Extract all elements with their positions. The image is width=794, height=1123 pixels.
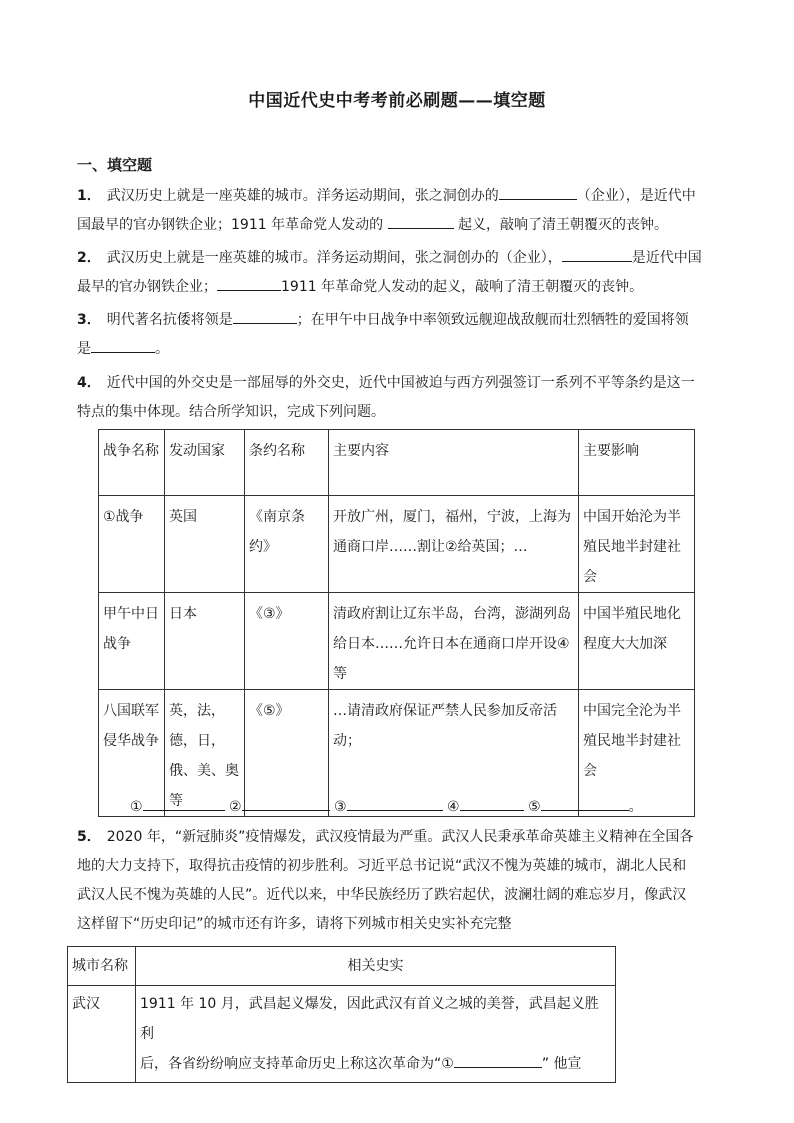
table-row	[99, 496, 695, 593]
table-cell: 日本	[165, 593, 245, 690]
question-3	[77, 306, 722, 364]
question-4	[77, 369, 722, 427]
answer-blank[interactable]	[454, 1051, 542, 1068]
table-cell: 中国半殖民地化程度大大加深	[579, 593, 695, 690]
question-number: 1．	[77, 188, 101, 204]
table-cell: …请清政府保证严禁人民参加反帝活动；	[329, 690, 579, 817]
table-header: 主要影响	[579, 430, 695, 496]
table-cell: 武汉	[68, 986, 136, 1083]
question-1	[77, 182, 722, 240]
table-cell: 英，法，德，日，俄、美、奥等	[165, 690, 245, 817]
treaty-table	[98, 429, 695, 817]
table-cell: ①战争	[99, 496, 165, 593]
question-text: 是近代中国	[631, 250, 702, 266]
table-header: 城市名称	[68, 947, 136, 986]
question-number: 5．	[77, 829, 101, 845]
question-text: 武汉历史上就是一座英雄的城市。洋务运动期间，张之洞创办的	[106, 188, 499, 204]
table-cell	[136, 986, 616, 1083]
question-5	[77, 823, 722, 939]
answer-blank[interactable]	[347, 792, 443, 811]
answer-label: ③	[334, 799, 347, 815]
table-row	[68, 986, 616, 1083]
question-text: 明代著名抗倭将领是	[106, 312, 233, 328]
table-cell: 清政府割让辽东半岛，台湾，澎湖列岛给日本……允许日本在通商口岸开设④等	[329, 593, 579, 690]
question-text: 。	[155, 341, 169, 357]
table-cell: 《南京条约》	[245, 496, 329, 593]
table-cell: 开放广州，厦门，福州，宁波，上海为通商口岸……割让②给英国；…	[329, 496, 579, 593]
answer-blank[interactable]	[541, 792, 629, 811]
question-number: 2．	[77, 250, 101, 266]
fact-text: 1911 年 10 月，武昌起义爆发，因此武汉有首义之城的美誉，武昌起义胜利	[140, 996, 599, 1042]
answer-blank[interactable]	[460, 792, 524, 811]
answer-label: ⑤	[528, 799, 541, 815]
city-table	[67, 946, 616, 1083]
table-header: 相关史实	[136, 947, 616, 986]
question-text: 最早的官办钢铁企业；	[77, 279, 217, 295]
table-cell: 甲午中日战争	[99, 593, 165, 690]
answer-line	[130, 792, 643, 816]
question-text: 近代中国的外交史是一部屈辱的外交史，近代中国被迫与西方列强签订一系列不平等条约是这一	[106, 375, 695, 391]
answer-label: ④	[447, 799, 460, 815]
question-text: 地的大力支持下，取得抗击疫情的初步胜利。习近平总书记说“武汉不愧为英雄的城市，湖北人民和	[77, 858, 687, 874]
question-text: 1911 年革命党人发动的起义，敲响了清王朝覆灭的丧钟。	[281, 279, 644, 295]
answer-blank[interactable]	[242, 792, 330, 811]
table-cell: 《⑤》	[245, 690, 329, 817]
question-text: 武汉人民不愧为英雄的人民”。近代以来，中华民族经历了跌宕起伏，波澜壮阔的难忘岁月，像武汉	[77, 887, 687, 903]
answer-blank[interactable]	[388, 212, 454, 229]
question-text: 特点的集中体现。结合所学知识，完成下列问题。	[77, 404, 385, 420]
table-header-row	[99, 430, 695, 496]
answer-label: ②	[229, 799, 242, 815]
table-header: 主要内容	[329, 430, 579, 496]
question-number: 4．	[77, 375, 101, 391]
question-text: （企业），是近代中	[576, 188, 696, 204]
question-text: 是	[77, 341, 91, 357]
table-row	[99, 593, 695, 690]
table-header: 发动国家	[165, 430, 245, 496]
question-text: 国最早的官办钢铁企业；1911 年革命党人发动的	[77, 217, 384, 233]
answer-blank[interactable]	[562, 245, 632, 262]
answer-blank[interactable]	[217, 274, 281, 291]
answer-end: 。	[628, 799, 643, 815]
table-header: 条约名称	[245, 430, 329, 496]
fact-text: ” 他宣	[541, 1056, 582, 1072]
question-text: 这样留下“历史印记”的城市还有许多，请将下列城市相关史实补充完整	[77, 916, 512, 932]
question-text: 武汉历史上就是一座英雄的城市。洋务运动期间，张之洞创办的（企业），	[106, 250, 562, 266]
question-number: 3．	[77, 312, 101, 328]
table-cell: 《③》	[245, 593, 329, 690]
answer-blank[interactable]	[143, 792, 225, 811]
question-2	[77, 244, 722, 302]
answer-blank[interactable]	[233, 307, 297, 324]
table-header: 战争名称	[99, 430, 165, 496]
section-heading: 一、填空题	[77, 156, 153, 174]
answer-label: ①	[130, 799, 143, 815]
table-cell: 中国开始沦为半殖民地半封建社会	[579, 496, 695, 593]
table-cell: 中国完全沦为半殖民地半封建社会	[579, 690, 695, 817]
question-text: ；在甲午中日战争中率领致远舰迎战敌舰而壮烈牺牲的爱国将领	[296, 312, 689, 328]
fact-text: 后，各省纷纷响应支持革命历史上称这次革命为“①	[140, 1056, 454, 1072]
question-text: 2020 年，“新冠肺炎”疫情爆发，武汉疫情最为严重。武汉人民秉承革命英雄主义精神在全国各	[106, 829, 694, 845]
answer-blank[interactable]	[499, 183, 577, 200]
table-cell: 八国联军侵华战争	[99, 690, 165, 817]
table-header-row	[68, 947, 616, 986]
page-title: 中国近代史中考考前必刷题——填空题	[248, 91, 546, 111]
table-cell: 英国	[165, 496, 245, 593]
answer-blank[interactable]	[91, 336, 155, 353]
question-text: 起义，敲响了清王朝覆灭的丧钟。	[457, 217, 668, 233]
